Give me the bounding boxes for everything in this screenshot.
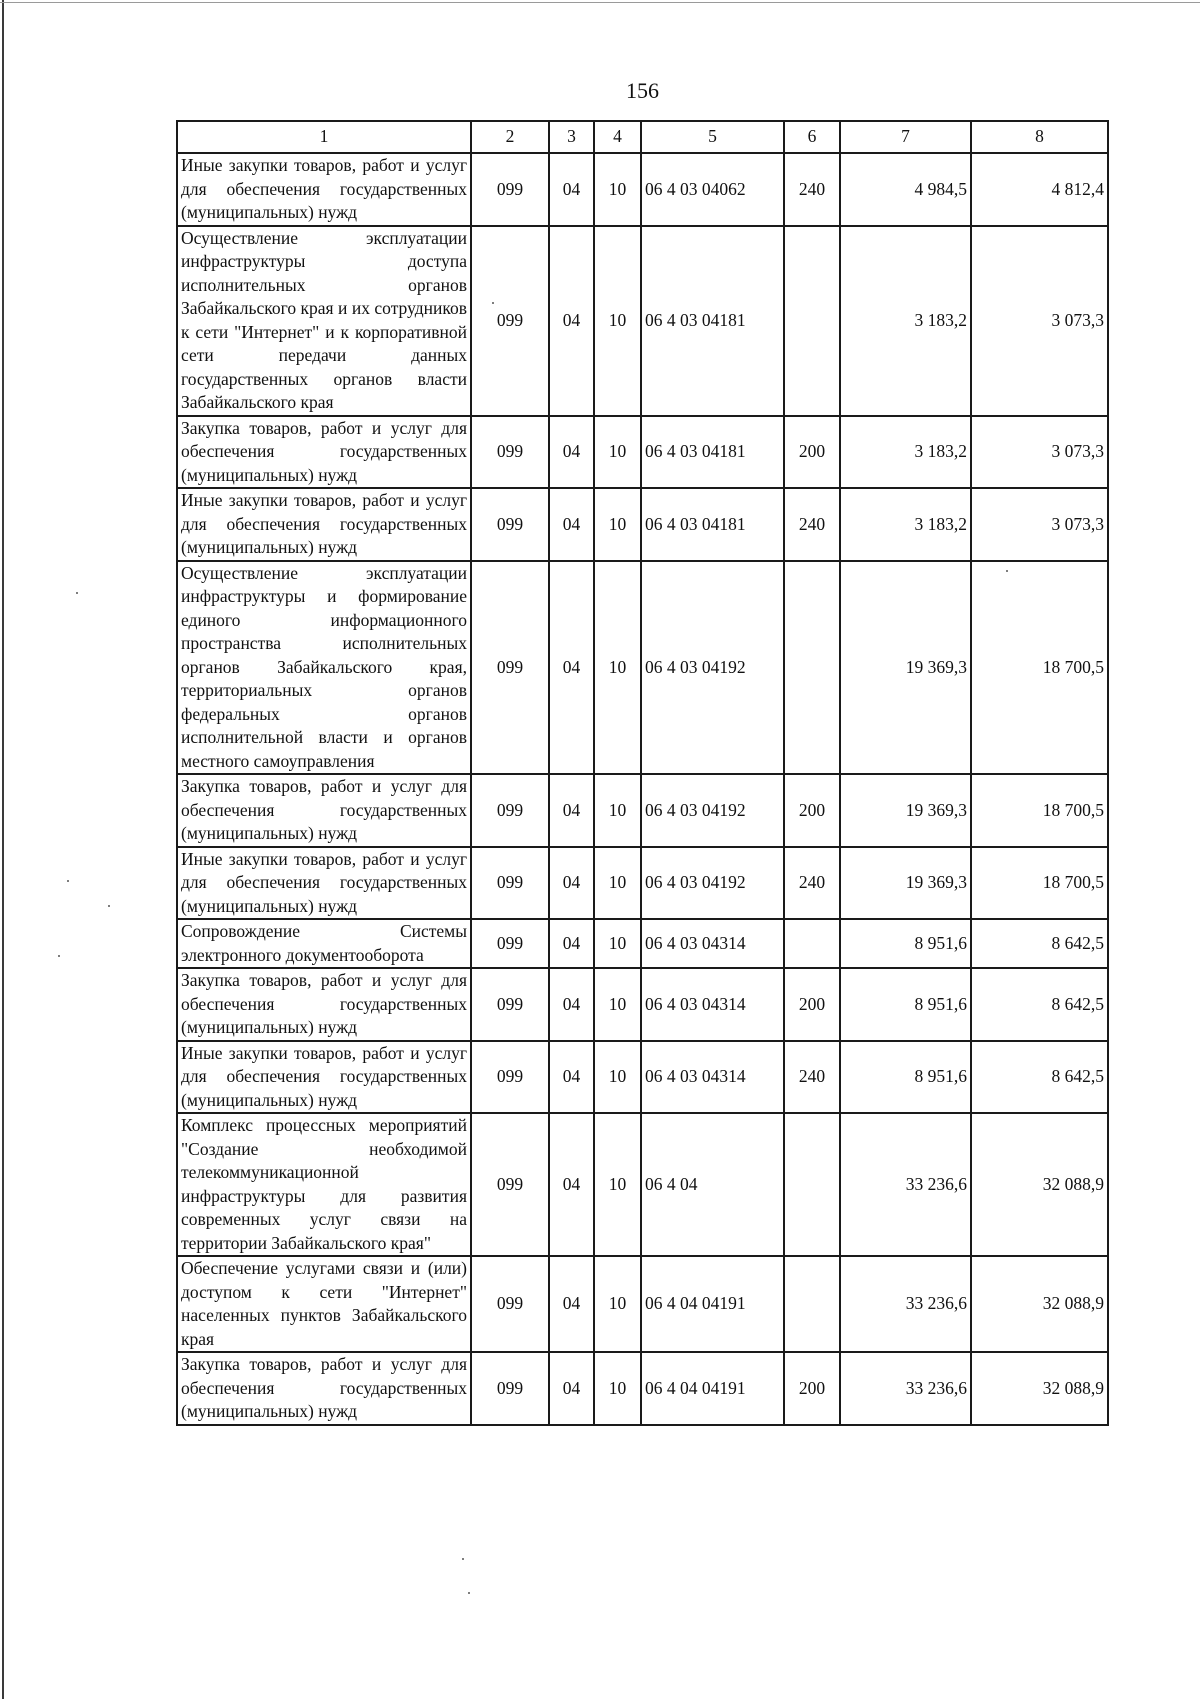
cell-subsection-2: 10 xyxy=(594,561,641,775)
cell-subsection-2: 10 xyxy=(594,774,641,847)
cell-amount-year-1: 4 984,5 xyxy=(840,153,971,226)
cell-subsection-2: 10 xyxy=(594,416,641,489)
scan-speck xyxy=(492,302,494,304)
cell-amount-year-1: 3 183,2 xyxy=(840,488,971,561)
cell-target-code: 06 4 03 04181 xyxy=(641,416,784,489)
cell-target-code: 06 4 03 04181 xyxy=(641,226,784,416)
cell-expense-type: 200 xyxy=(784,416,840,489)
table-row xyxy=(177,1041,1108,1114)
cell-amount-year-1: 19 369,3 xyxy=(840,847,971,920)
cell-section: 099 xyxy=(471,1352,549,1425)
cell-subsection: 04 xyxy=(549,1041,594,1114)
cell-subsection: 04 xyxy=(549,226,594,416)
scan-speck xyxy=(67,880,69,882)
cell-amount-year-2: 18 700,5 xyxy=(971,561,1108,775)
table-row xyxy=(177,1352,1108,1425)
scan-speck xyxy=(462,1558,464,1560)
cell-target-code: 06 4 04 04191 xyxy=(641,1256,784,1352)
cell-subsection: 04 xyxy=(549,153,594,226)
cell-name: Комплекс процессных мероприятий "Создание необходимой телекоммуникационной инфраструктуры для развития современных услуг связи на территории Забайкальского края" xyxy=(177,1113,471,1256)
cell-subsection: 04 xyxy=(549,774,594,847)
cell-expense-type: 240 xyxy=(784,153,840,226)
cell-name: Иные закупки товаров, работ и услуг для обеспечения государственных (муниципальных) нужд xyxy=(177,488,471,561)
cell-amount-year-2: 32 088,9 xyxy=(971,1113,1108,1256)
cell-target-code: 06 4 04 xyxy=(641,1113,784,1256)
cell-name: Иные закупки товаров, работ и услуг для обеспечения государственных (муниципальных) нужд xyxy=(177,153,471,226)
cell-amount-year-2: 8 642,5 xyxy=(971,919,1108,968)
cell-section: 099 xyxy=(471,1041,549,1114)
cell-amount-year-2: 3 073,3 xyxy=(971,226,1108,416)
cell-section: 099 xyxy=(471,561,549,775)
page-number: 156 xyxy=(626,78,659,103)
cell-section: 099 xyxy=(471,1256,549,1352)
table-row xyxy=(177,919,1108,968)
cell-amount-year-1: 19 369,3 xyxy=(840,774,971,847)
cell-expense-type xyxy=(784,919,840,968)
column-header-4: 4 xyxy=(594,121,641,153)
cell-section: 099 xyxy=(471,416,549,489)
cell-target-code: 06 4 03 04314 xyxy=(641,1041,784,1114)
cell-section: 099 xyxy=(471,919,549,968)
cell-subsection: 04 xyxy=(549,488,594,561)
cell-amount-year-1: 33 236,6 xyxy=(840,1352,971,1425)
table-row xyxy=(177,416,1108,489)
budget-table xyxy=(176,120,1109,1426)
cell-expense-type xyxy=(784,561,840,775)
cell-amount-year-2: 3 073,3 xyxy=(971,416,1108,489)
table-row xyxy=(177,561,1108,775)
cell-subsection: 04 xyxy=(549,847,594,920)
cell-section: 099 xyxy=(471,968,549,1041)
cell-amount-year-2: 32 088,9 xyxy=(971,1256,1108,1352)
cell-amount-year-1: 33 236,6 xyxy=(840,1256,971,1352)
cell-target-code: 06 4 04 04191 xyxy=(641,1352,784,1425)
cell-expense-type xyxy=(784,226,840,416)
cell-subsection: 04 xyxy=(549,968,594,1041)
cell-subsection-2: 10 xyxy=(594,847,641,920)
scan-speck xyxy=(1006,570,1008,572)
cell-target-code: 06 4 03 04192 xyxy=(641,847,784,920)
table-row xyxy=(177,1256,1108,1352)
cell-subsection: 04 xyxy=(549,416,594,489)
column-header-5: 5 xyxy=(641,121,784,153)
scan-speck xyxy=(76,592,78,594)
cell-name: Обеспечение услугами связи и (или) доступом к сети "Интернет" населенных пунктов Забайкальского края xyxy=(177,1256,471,1352)
cell-target-code: 06 4 03 04181 xyxy=(641,488,784,561)
cell-amount-year-1: 33 236,6 xyxy=(840,1113,971,1256)
cell-section: 099 xyxy=(471,153,549,226)
cell-target-code: 06 4 03 04314 xyxy=(641,919,784,968)
cell-amount-year-2: 32 088,9 xyxy=(971,1352,1108,1425)
cell-amount-year-2: 18 700,5 xyxy=(971,774,1108,847)
table-row xyxy=(177,968,1108,1041)
cell-amount-year-1: 3 183,2 xyxy=(840,416,971,489)
scan-speck xyxy=(58,955,60,957)
cell-expense-type: 240 xyxy=(784,1041,840,1114)
cell-section: 099 xyxy=(471,488,549,561)
header-row xyxy=(177,121,1108,153)
column-header-6: 6 xyxy=(784,121,840,153)
column-header-8: 8 xyxy=(971,121,1108,153)
cell-expense-type: 200 xyxy=(784,1352,840,1425)
cell-subsection: 04 xyxy=(549,1113,594,1256)
cell-amount-year-1: 8 951,6 xyxy=(840,968,971,1041)
cell-expense-type: 200 xyxy=(784,968,840,1041)
cell-section: 099 xyxy=(471,847,549,920)
cell-target-code: 06 4 03 04062 xyxy=(641,153,784,226)
cell-section: 099 xyxy=(471,774,549,847)
cell-name: Закупка товаров, работ и услуг для обеспечения государственных (муниципальных) нужд xyxy=(177,968,471,1041)
cell-amount-year-2: 8 642,5 xyxy=(971,1041,1108,1114)
cell-target-code: 06 4 03 04192 xyxy=(641,561,784,775)
cell-subsection: 04 xyxy=(549,1256,594,1352)
cell-expense-type: 240 xyxy=(784,488,840,561)
cell-subsection-2: 10 xyxy=(594,153,641,226)
cell-subsection-2: 10 xyxy=(594,919,641,968)
cell-amount-year-1: 8 951,6 xyxy=(840,919,971,968)
cell-name: Иные закупки товаров, работ и услуг для обеспечения государственных (муниципальных) нужд xyxy=(177,847,471,920)
cell-subsection-2: 10 xyxy=(594,488,641,561)
cell-section: 099 xyxy=(471,1113,549,1256)
cell-amount-year-2: 3 073,3 xyxy=(971,488,1108,561)
cell-target-code: 06 4 03 04192 xyxy=(641,774,784,847)
cell-name: Закупка товаров, работ и услуг для обеспечения государственных (муниципальных) нужд xyxy=(177,774,471,847)
column-header-2: 2 xyxy=(471,121,549,153)
cell-amount-year-2: 4 812,4 xyxy=(971,153,1108,226)
cell-expense-type xyxy=(784,1113,840,1256)
cell-expense-type: 200 xyxy=(784,774,840,847)
cell-name: Сопровождение Системы электронного документооборота xyxy=(177,919,471,968)
table-row xyxy=(177,153,1108,226)
cell-subsection-2: 10 xyxy=(594,1352,641,1425)
table-row xyxy=(177,847,1108,920)
cell-subsection: 04 xyxy=(549,1352,594,1425)
column-header-1: 1 xyxy=(177,121,471,153)
table-row xyxy=(177,488,1108,561)
cell-amount-year-1: 3 183,2 xyxy=(840,226,971,416)
scan-speck xyxy=(468,1592,470,1594)
scan-edge-top xyxy=(0,2,1200,3)
cell-amount-year-1: 19 369,3 xyxy=(840,561,971,775)
cell-subsection-2: 10 xyxy=(594,968,641,1041)
cell-name: Закупка товаров, работ и услуг для обеспечения государственных (муниципальных) нужд xyxy=(177,416,471,489)
table-row xyxy=(177,1113,1108,1256)
cell-target-code: 06 4 03 04314 xyxy=(641,968,784,1041)
cell-amount-year-1: 8 951,6 xyxy=(840,1041,971,1114)
cell-name: Иные закупки товаров, работ и услуг для обеспечения государственных (муниципальных) нужд xyxy=(177,1041,471,1114)
cell-subsection-2: 10 xyxy=(594,1041,641,1114)
cell-subsection-2: 10 xyxy=(594,226,641,416)
cell-subsection: 04 xyxy=(549,919,594,968)
column-header-7: 7 xyxy=(840,121,971,153)
cell-name: Осуществление эксплуатации инфраструктуры доступа исполнительных органов Забайкальского края и их сотрудников к сети "Интернет" и к корпоративной сети передачи данных государственных органов власти Забайкальского края xyxy=(177,226,471,416)
cell-amount-year-2: 8 642,5 xyxy=(971,968,1108,1041)
cell-section: 099 xyxy=(471,226,549,416)
column-header-3: 3 xyxy=(549,121,594,153)
cell-expense-type xyxy=(784,1256,840,1352)
cell-amount-year-2: 18 700,5 xyxy=(971,847,1108,920)
table-row xyxy=(177,226,1108,416)
scan-edge-left xyxy=(2,0,4,1699)
table-row xyxy=(177,774,1108,847)
cell-expense-type: 240 xyxy=(784,847,840,920)
cell-subsection-2: 10 xyxy=(594,1256,641,1352)
cell-name: Закупка товаров, работ и услуг для обеспечения государственных (муниципальных) нужд xyxy=(177,1352,471,1425)
cell-subsection-2: 10 xyxy=(594,1113,641,1256)
cell-name: Осуществление эксплуатации инфраструктуры и формирование единого информационного пространства исполнительных органов Забайкальского края, территориальных органов федеральных органов исполнительной власти и органов местного самоуправления xyxy=(177,561,471,775)
scan-speck xyxy=(108,905,110,907)
cell-subsection: 04 xyxy=(549,561,594,775)
